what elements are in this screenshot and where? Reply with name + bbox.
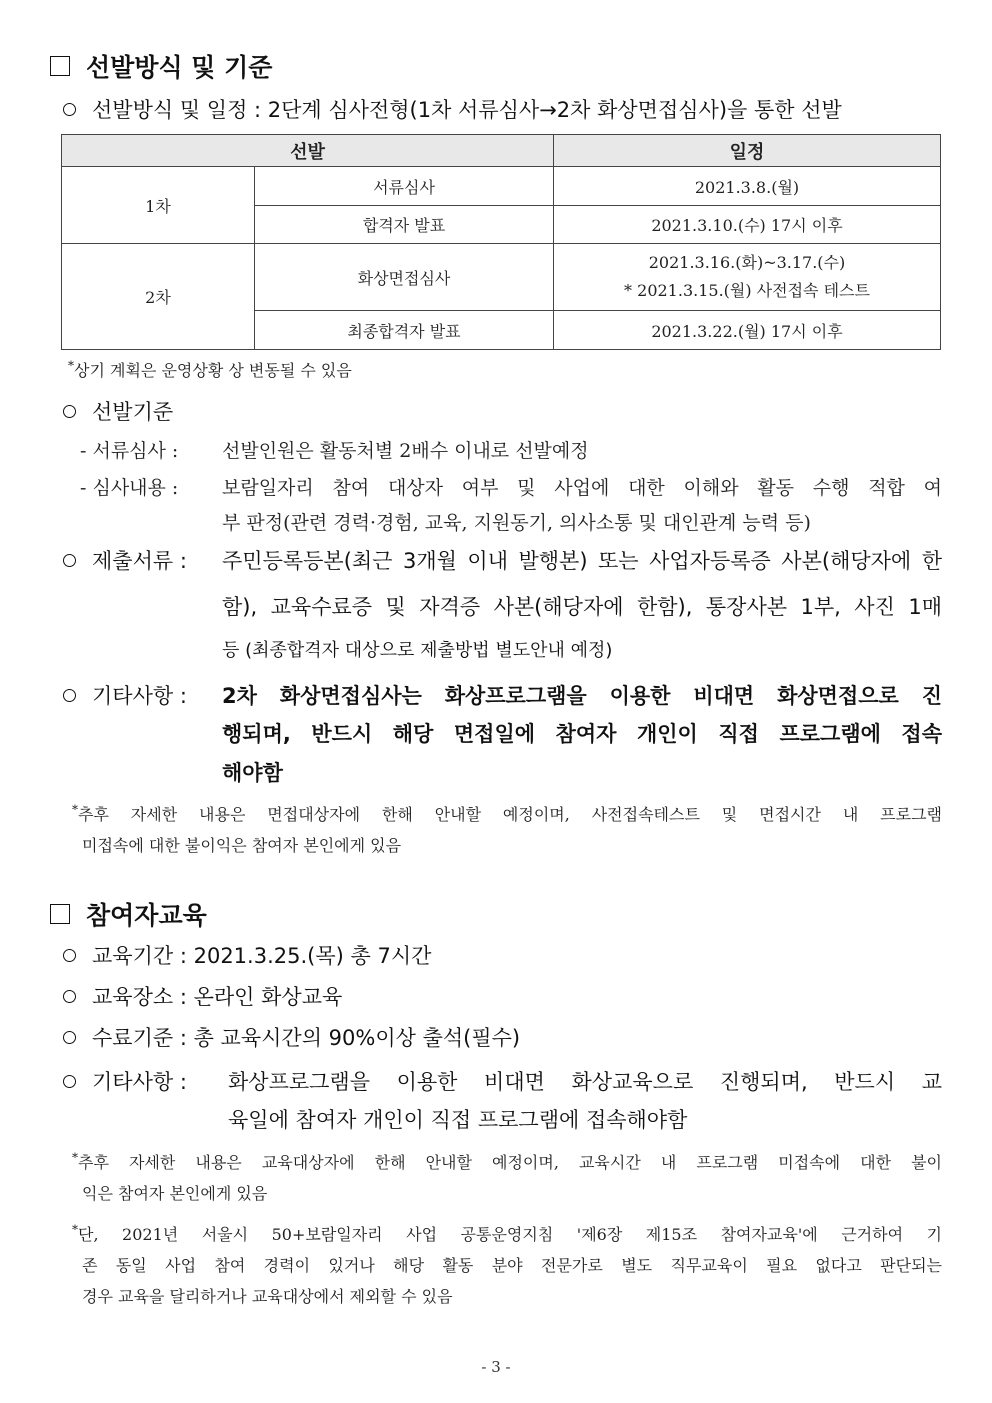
education-note-2-continued: 경우 교육을 달리하거나 교육대상에서 제외할 수 있음 xyxy=(82,1287,453,1306)
table-row-date: 2021.3.8.(월) xyxy=(554,167,941,206)
table-row-step: 합격자 발표 xyxy=(255,206,554,244)
documents-line: 함), 교육수료증 및 자격증 사본(해당자에 한함), 통장사본 1부, 사진 1매 xyxy=(222,595,942,619)
circle-bullet-icon xyxy=(63,1031,76,1044)
etc-line: 2차 화상면접심사는 화상프로그램을 이용한 비대면 화상면접으로 진 xyxy=(222,684,942,708)
documents-line: 주민등록등본(최근 3개월 이내 발행본) 또는 사업자등록증 사본(해당자에 한 xyxy=(222,549,942,573)
etc-note-continued: 미접속에 대한 불이익은 참여자 본인에게 있음 xyxy=(82,836,402,855)
checkbox-square-icon xyxy=(50,904,70,924)
education-note-1-continued: 익은 참여자 본인에게 있음 xyxy=(82,1184,268,1203)
table-row-step: 화상면접심사 xyxy=(255,244,554,311)
documents-line: 등 (최종합격자 대상으로 제출방법 별도안내 예정) xyxy=(222,640,613,661)
circle-bullet-icon xyxy=(63,990,76,1003)
criteria-label: - 서류심사 : xyxy=(80,440,179,462)
date-range: 2021.3.16.(화)~3.17.(수) xyxy=(648,253,846,272)
education-note-2-continued: 존 동일 사업 참여 경력이 있거나 해당 활동 분야 전문가로 별도 직무교육이 필요 없다고 판단되는 xyxy=(82,1256,942,1275)
table-row-date: 2021.3.10.(수) 17시 이후 xyxy=(554,206,941,244)
circle-bullet-icon xyxy=(63,554,76,567)
education-item: 수료기준 : 총 교육시간의 90%이상 출석(필수) xyxy=(63,1022,520,1052)
section-title-education: 참여자교육 xyxy=(50,896,207,932)
table-row-date xyxy=(554,244,941,311)
education-etc-line: 육일에 참여자 개인이 직접 프로그램에 접속해야함 xyxy=(228,1108,688,1132)
circle-bullet-icon xyxy=(63,689,76,702)
circle-bullet-icon xyxy=(63,103,76,116)
table-row-date: 2021.3.22.(월) 17시 이후 xyxy=(554,311,941,350)
selection-method-line: 선발방식 및 일정 : 2단계 심사전형(1차 서류심사→2차 화상면접심사)을 통한 선발 xyxy=(63,94,842,124)
education-note-2: *단, 2021년 서울시 50+보람일자리 사업 공통운영지침 '제6장 제15조 참여자교육'에 근거하여 기 xyxy=(72,1222,942,1244)
section-title-selection: 선발방식 및 기준 xyxy=(50,48,272,84)
circle-bullet-icon xyxy=(63,1075,76,1088)
table-header-selection: 선발 xyxy=(62,135,554,167)
page-number: - 3 - xyxy=(481,1358,511,1376)
round-2-cell: 2차 xyxy=(62,244,255,350)
table-row-step: 최종합격자 발표 xyxy=(255,311,554,350)
etc-note: *추후 자세한 내용은 면접대상자에 한해 안내할 예정이며, 사전접속테스트 및 면접시간 내 프로그램 xyxy=(72,802,942,824)
criteria-text: 선발인원은 활동처별 2배수 이내로 선발예정 xyxy=(222,440,589,462)
education-item: 교육기간 : 2021.3.25.(목) 총 7시간 xyxy=(63,940,431,970)
checkbox-square-icon xyxy=(50,56,70,76)
etc-line: 행되며, 반드시 해당 면접일에 참여자 개인이 직접 프로그램에 접속 xyxy=(222,722,942,746)
circle-bullet-icon xyxy=(63,949,76,962)
criteria-label: - 심사내용 : xyxy=(80,477,179,499)
education-etc-line: 화상프로그램을 이용한 비대면 화상교육으로 진행되며, 반드시 교 xyxy=(228,1070,942,1094)
education-item: 교육장소 : 온라인 화상교육 xyxy=(63,981,342,1011)
criteria-title: 선발기준 xyxy=(63,396,173,426)
criteria-text-continued: 부 판정(관련 경력·경험, 교육, 지원동기, 의사소통 및 대인관계 능력 등) xyxy=(222,512,811,534)
round-1-cell: 1차 xyxy=(62,167,255,244)
documents-label: 제출서류 : xyxy=(63,545,187,575)
etc-line: 해야함 xyxy=(222,761,283,785)
table-row-step: 서류심사 xyxy=(255,167,554,206)
table-note: *상기 계획은 운영상황 상 변동될 수 있음 xyxy=(68,358,352,380)
table-header-schedule: 일정 xyxy=(554,135,941,167)
circle-bullet-icon xyxy=(63,405,76,418)
criteria-text: 보람일자리 참여 대상자 여부 및 사업에 대한 이해와 활동 수행 적합 여 xyxy=(222,477,942,499)
education-etc-label: 기타사항 : xyxy=(63,1066,187,1096)
etc-label: 기타사항 : xyxy=(63,680,187,710)
schedule-table xyxy=(61,134,941,350)
pretest-date: * 2021.3.15.(월) 사전접속 테스트 xyxy=(624,281,870,300)
education-note-1: *추후 자세한 내용은 교육대상자에 한해 안내할 예정이며, 교육시간 내 프로그램 미접속에 대한 불이 xyxy=(72,1150,942,1172)
